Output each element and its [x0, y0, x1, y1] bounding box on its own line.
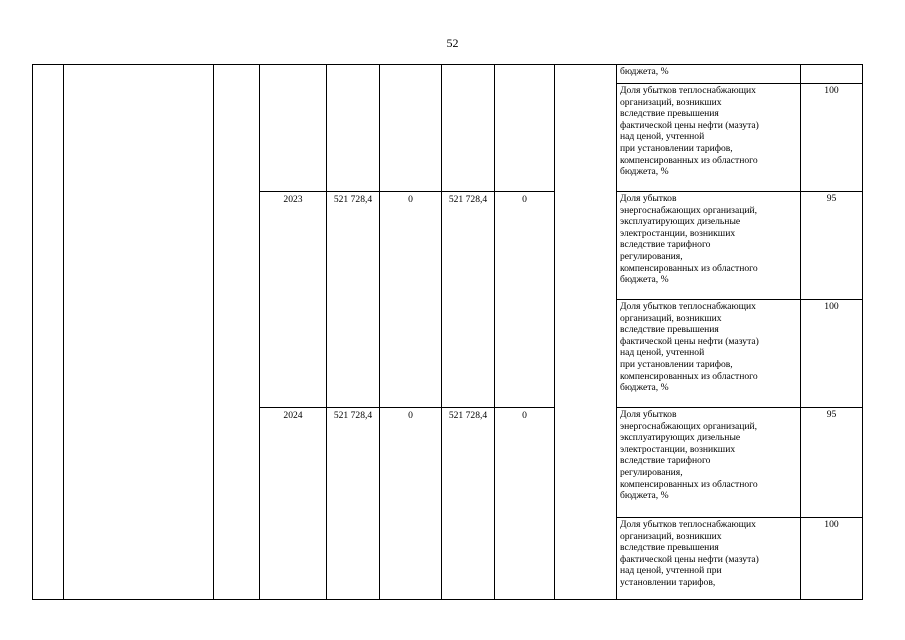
indicator-cell: Доля убытков теплоснабжающих организаций, возникших вследствие превышения фактической цены нефти (мазута) над ценой, учтенной при установлении тарифов, компенсированных из областного бюджета, % — [617, 300, 801, 408]
number-cell — [33, 65, 64, 600]
program-table — [32, 64, 863, 600]
total-cell — [327, 65, 380, 192]
other-merged-cell — [555, 65, 617, 600]
local-cell: 0 — [495, 408, 555, 600]
indicator-cell: Доля убытков энергоснабжающих организаций, эксплуатирующих дизельные электростанции, возникших вследствие тарифного регулирования, компенсированных из областного бюджета, % — [617, 408, 801, 518]
year-cell — [260, 65, 327, 192]
year-cell: 2023 — [260, 192, 327, 408]
indicator-cell: Доля убытков теплоснабжающих организаций, возникших вследствие превышения фактической цены нефти (мазута) над ценой, учтенной при установлении тарифов, — [617, 518, 801, 600]
local-cell: 0 — [495, 192, 555, 408]
indicator-cell: Доля убытков теплоснабжающих организаций, возникших вследствие превышения фактической цены нефти (мазута) над ценой, учтенной при установлении тарифов, компенсированных из областного бюджета, % — [617, 84, 801, 192]
federal-cell — [380, 65, 442, 192]
total-cell: 521 728,4 — [327, 192, 380, 408]
indicator-value-cell: 95 — [801, 192, 863, 300]
executor-cell — [214, 65, 260, 600]
indicator-value-cell: 100 — [801, 518, 863, 600]
page-number: 52 — [446, 36, 459, 50]
table-row — [33, 65, 863, 84]
indicator-value-cell — [801, 65, 863, 84]
indicator-cell: Доля убытков энергоснабжающих организаций, эксплуатирующих дизельные электростанции, возникших вследствие тарифного регулирования, компенсированных из областного бюджета, % — [617, 192, 801, 300]
regional-cell: 521 728,4 — [442, 192, 495, 408]
indicator-value-cell: 100 — [801, 300, 863, 408]
regional-cell — [442, 65, 495, 192]
indicator-value-cell: 100 — [801, 84, 863, 192]
measure-name-cell — [64, 65, 214, 600]
indicator-cell: бюджета, % — [617, 65, 801, 84]
total-cell: 521 728,4 — [327, 408, 380, 600]
federal-cell: 0 — [380, 408, 442, 600]
regional-cell: 521 728,4 — [442, 408, 495, 600]
federal-cell: 0 — [380, 192, 442, 408]
local-cell — [495, 65, 555, 192]
year-cell: 2024 — [260, 408, 327, 600]
indicator-value-cell: 95 — [801, 408, 863, 518]
